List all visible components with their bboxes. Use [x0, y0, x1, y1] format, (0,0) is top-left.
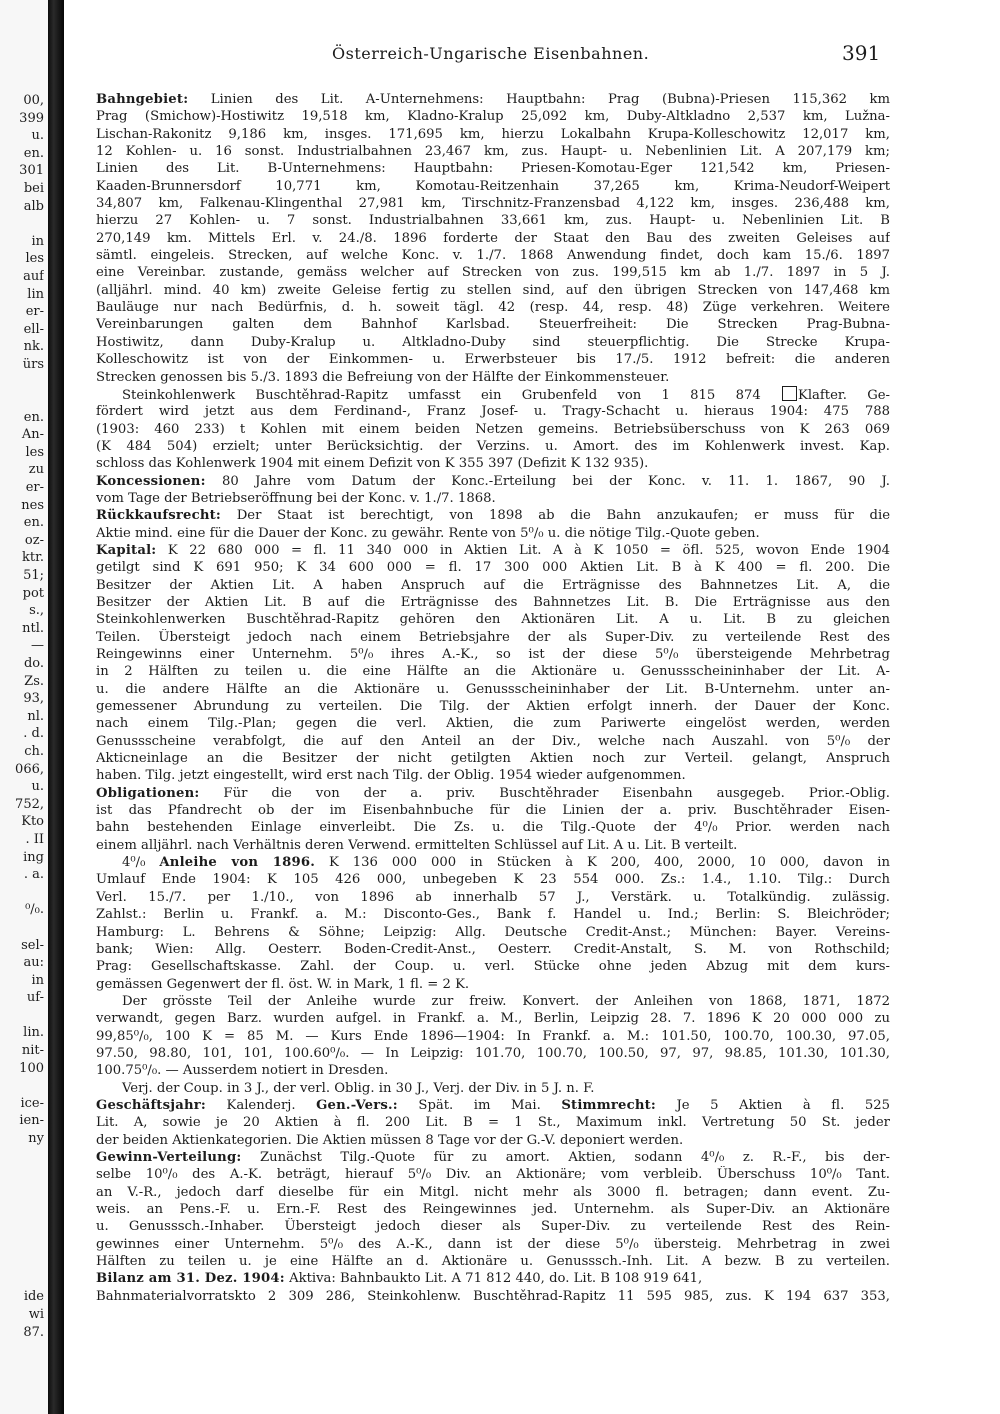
gutter-fragment: 752,: [15, 796, 44, 812]
text-line: [96, 941, 890, 958]
gutter-fragment: Kto: [21, 814, 44, 830]
gutter-fragment: ien-: [19, 1113, 44, 1129]
gutter-fragment: alb: [23, 198, 44, 214]
text-line: [96, 455, 890, 472]
gutter-fragment: lin.: [23, 1025, 44, 1041]
text-line: [96, 282, 890, 299]
text-run: Je 5 Aktien à fl. 525: [655, 1097, 890, 1113]
text-run: 34,807 km, Falkenau-Klingenthal 27,981 km, Tirschnitz-Franzensbad 4,122 km, insges. 236,488 km,: [96, 196, 890, 212]
text-line: [96, 490, 890, 507]
text-run: Bahnmaterialvorratskto 2 309 286, Steinkohlenw. Buschtěhrad-Rapitz 11 595 985, zus. K 194 637 353,: [96, 1288, 890, 1304]
text-line: [96, 212, 890, 229]
text-line: [96, 1270, 890, 1287]
text-line: [96, 837, 890, 854]
text-line: [96, 750, 890, 767]
gutter-fragment: u.: [31, 128, 44, 144]
gutter-fragment: au:: [23, 955, 44, 971]
gutter-fragment: . d.: [23, 726, 44, 742]
text-run: getilgt sind K 691 950; K 34 600 000 = fl. 17 300 000 Aktien Lit. B à K 400 = fl. 200. Die: [96, 560, 890, 576]
gutter-fragment: les: [25, 251, 44, 267]
text-line: [96, 559, 890, 576]
gutter-fragment: 87.: [23, 1324, 44, 1340]
text-line: [96, 733, 890, 750]
text-line: [96, 871, 890, 888]
text-line: [96, 819, 890, 836]
gutter-fragment: [0, 1148, 44, 1166]
gutter-fragment: [0, 1236, 44, 1254]
text-run: Der grösste Teil der Anleihe wurde zur freiw. Konvert. der Anleihen von 1868, 1871, 1872: [122, 993, 890, 1009]
gutter-fragment: [0, 215, 44, 233]
text-line: [96, 108, 890, 125]
text-line: [96, 611, 890, 628]
text-line: [96, 681, 890, 698]
text-line: [96, 542, 890, 559]
gutter-fragment: [0, 374, 44, 392]
article-body: [96, 91, 890, 1305]
gutter-fragment: en.: [23, 145, 44, 161]
text-run: sämtl. eingeleis. Strecken, auf welche Konc. v. 1./7. 1868 Anwendung findet, doch kam 15./6. 1897: [96, 248, 890, 264]
text-line: [96, 715, 890, 732]
text-run: Kolleschowitz ist von der Einkommen- u. Erwerbsteuer bis 17./5. 1912 befreit: die anderen: [96, 352, 890, 368]
section-heading: Bahngebiet:: [96, 92, 189, 107]
gutter-fragment: [0, 1218, 44, 1236]
text-run: 12 Kohlen- u. 16 sonst. Industrialbahnen 23,467 km, zus. Haupt- u. Nebenlinien Lit. A 207,179 km;: [96, 144, 890, 160]
gutter-fragment: do.: [23, 656, 44, 671]
gutter-fragment: [0, 1165, 44, 1183]
gutter-fragment: [0, 1183, 44, 1201]
text-line: [96, 629, 890, 646]
text-line: [96, 1114, 890, 1131]
text-line: [96, 577, 890, 594]
gutter-fragment: ch.: [24, 743, 44, 759]
text-run: (K 484 504) erzielt; unter Berücksichtig. der Verzins. u. Amort. des im Kohlenwerk invest. Kap.: [96, 438, 890, 454]
text-run: Prag (Smichow)-Hostiwitz 19,518 km, Kladno-Kralup 25,092 km, Duby-Altkladno 2,537 km, Lužna-: [96, 109, 890, 125]
text-line: [96, 993, 890, 1010]
text-run: haben. Tilg. jetzt eingestellt, wird erst nach Tilg. der Oblig. 1954 wieder aufgenommen.: [96, 768, 686, 784]
section-heading: Kapital:: [96, 542, 157, 558]
gutter-fragment: les: [25, 444, 44, 460]
text-line: [96, 473, 890, 490]
text-run: Verj. der Coup. in 3 J., der verl. Oblig. in 30 J., Verj. der Div. in 5 J. n. F.: [122, 1080, 595, 1096]
gutter-fragment: ⁰/₀.: [25, 902, 44, 918]
text-line: [96, 767, 890, 784]
text-line: [96, 178, 890, 195]
gutter-fragment: in: [31, 972, 44, 988]
text-run: in 2 Hälften zu teilen u. die eine Hälfte an die Aktionäre u. Genussscheininhaber der Lit. A-: [96, 664, 890, 680]
gutter-fragment: 100: [19, 1060, 44, 1076]
text-line: [96, 802, 890, 819]
text-line: [96, 976, 890, 993]
text-run: Besitzer der Aktien Lit. A haben Anspruch auf die Erträgnisse des Bahnnetzes Lit. A, die: [96, 577, 890, 593]
text-line: [96, 646, 890, 663]
text-line: [96, 1184, 890, 1201]
text-run: verwandt, gegen Barz. wurden aufgel. in Frankf. a. M., Berlin, Leipzig 28. 7. 1896 K 20 000 000 zu: [96, 1011, 890, 1027]
running-head: [64, 41, 1000, 68]
text-run: Aktiva: Bahnbaukto Lit. A 71 812 440, do. Lit. B 108 919 641,: [284, 1271, 703, 1287]
text-line: [96, 126, 890, 143]
text-line: [96, 1253, 890, 1270]
text-run: gemässen Gegenwert der fl. öst. W. in Mark, 1 fl. = 2 K.: [96, 976, 470, 992]
gutter-fragment: [0, 391, 44, 409]
text-run: Klafter. Ge-: [797, 387, 890, 403]
text-run: Kaaden-Brunnersdorf 10,771 km, Komotau-Reitzenhain 37,265 km, Krima-Neudorf-Weipert: [96, 178, 890, 194]
section-heading: Gewinn-Verteilung:: [96, 1149, 242, 1165]
text-run: nach einem Tilg.-Plan; gegen die verl. Aktien, die zum Pariwerte eingelöst werden, werden: [96, 716, 890, 732]
gutter-fragment: [0, 1007, 44, 1025]
text-run: 97.50, 98.80, 101, 101, 100.60⁰/₀. — In Leipzig: 101.70, 100.70, 100.50, 97, 97, 98.85, 101.30, 101.30,: [96, 1045, 890, 1061]
gutter-fragment: wi: [28, 1306, 44, 1322]
gutter-fragment: nit-: [21, 1043, 44, 1059]
text-line: [96, 195, 890, 212]
text-line: [96, 334, 890, 351]
text-line: [96, 351, 890, 368]
gutter-fragment: An-: [21, 427, 44, 443]
text-run: Linien des Lit. A-Unternehmens: Hauptbahn: Prag (Bubna)-Priesen 115,362 km: [188, 92, 890, 107]
gutter-fragment: 00,: [23, 93, 44, 108]
gutter-text-fragments: [0, 92, 44, 1341]
gutter-fragment: nk.: [23, 339, 44, 355]
section-heading: Gen.-Vers.:: [316, 1097, 398, 1113]
text-run: Der Staat ist berechtigt, von 1898 ab die Bahn anzukaufen; er muss für die: [221, 508, 890, 524]
text-line: [96, 1010, 890, 1027]
section-heading: Geschäftsjahr:: [96, 1097, 206, 1113]
gutter-fragment: 399: [19, 110, 44, 126]
text-line: [96, 507, 890, 524]
text-run: Hälften zu teilen u. je eine Hälfte an d. Aktionäre u. Genusssch.-Inh. Lit. A bezw. B zu verteilen.: [96, 1254, 890, 1270]
square-symbol-icon: [782, 386, 797, 401]
gutter-fragment: en.: [23, 409, 44, 425]
text-line: [96, 1166, 890, 1183]
gutter-fragment: . II: [25, 831, 44, 847]
text-run: Bauläuge nur nach Bedürfnis, d. h. soweit tägl. 42 (resp. 44, resp. 48) Züge verkehren. Weitere: [96, 300, 890, 316]
gutter-fragment: oz-: [24, 532, 44, 548]
gutter-fragment: s.,: [29, 603, 44, 619]
text-run: vom Tage der Betriebseröffnung bei der Konc. v. 1./7. 1868.: [96, 490, 496, 506]
gutter-fragment: —: [31, 638, 44, 654]
text-run: fördert wird jetzt aus dem Ferdinand-, Franz Josef- u. Tragy-Schacht u. hieraus 1904: 475 788: [96, 404, 890, 420]
text-line: [96, 698, 890, 715]
text-run: Steinkohlenwerk Buschtěhrad-Rapitz umfasst ein Grubenfeld von 1 815 874: [122, 387, 781, 403]
gutter-fragment: [0, 919, 44, 937]
text-run: (alljährl. mind. 40 km) zweite Geleise fertig zu stellen sind, auf den übrigen Strecken von 147,468 km: [96, 282, 890, 298]
text-run: Teilen. Übersteigt jedoch nach einem Betriebsjahre der als Super-Div. zu verteilende Rest des: [96, 629, 890, 645]
gutter-fragment: ktr.: [21, 550, 44, 566]
gutter-fragment: [0, 1077, 44, 1095]
gutter-fragment: ing: [23, 849, 44, 865]
text-run: 80 Jahre vom Datum der Konc.-Erteilung bei der Konc. v. 11. 1. 1867, 90 J.: [205, 473, 890, 489]
text-line: [96, 1062, 890, 1079]
text-run: an V.-R., jedoch darf dieselbe für ein Mitgl. nicht mehr als 3000 fl. betragen; dann event. Zu-: [96, 1184, 890, 1200]
gutter-fragment: uf-: [26, 990, 44, 1006]
text-run: Verl. 15./7. per 1./10., von 1896 ab innerhalb 57 J., Verstärk. u. Totalkündig. zulässig.: [96, 889, 890, 905]
text-run: Reingewinns einer Unternehm. 5⁰/₀ ihres A.-K., so ist der diese 5⁰/₀ übersteigende Mehrbetrag: [96, 647, 890, 662]
text-line: [96, 438, 890, 455]
text-line: [96, 369, 890, 386]
gutter-fragment: u.: [31, 779, 44, 795]
text-line: [96, 91, 890, 108]
text-line: [96, 663, 890, 680]
gutter-fragment: 51;: [23, 568, 44, 584]
gutter-fragment: 93,: [23, 691, 44, 707]
section-heading: Rückkaufsrecht:: [96, 508, 221, 524]
gutter-fragment: [0, 1200, 44, 1218]
text-line: [96, 594, 890, 611]
page-number: 391: [842, 41, 881, 65]
gutter-fragment: ny: [28, 1131, 44, 1147]
text-line: [96, 403, 890, 420]
section-heading: Anleihe von 1896.: [159, 855, 315, 871]
text-line: [96, 1288, 890, 1305]
gutter-fragment: [0, 1271, 44, 1289]
text-run: Umlauf Ende 1904: K 105 426 000, unbegeben K 23 554 000. Zs.: 1.4., 1.10. Tilg.: Durch: [96, 872, 890, 888]
book-page: [64, 0, 1000, 1414]
text-line: [96, 1097, 890, 1114]
section-heading: Stimmrecht:: [561, 1097, 656, 1113]
text-run: ist das Pfandrecht ob der im Eisenbahnbuche für die Linien der a. priv. Buschtěhrader Eisen-: [96, 803, 890, 819]
text-run: 4⁰/₀: [122, 855, 160, 871]
text-run: Aktie mind. eine für die Dauer der Konc. zu gewähr. Rente von 5⁰/₀ u. die nötige Tilg.-Quote geben.: [96, 525, 760, 541]
gutter-fragment: lin: [27, 286, 44, 302]
gutter-fragment: [0, 1253, 44, 1271]
text-line: [96, 230, 890, 247]
text-line: [96, 1028, 890, 1045]
text-run: Zahlst.: Berlin u. Frankf. a. M.: Disconto-Ges., Bank f. Handel u. Ind.; Berlin: S. Bleichröder;: [96, 907, 890, 923]
gutter-fragment: en.: [23, 515, 44, 531]
gutter-fragment: [0, 884, 44, 902]
text-run: (1903: 460 233) t Kohlen mit einem beiden Netzen gemeins. Betriebsüberschuss von K 263 069: [96, 421, 890, 437]
text-run: u. Genusssch.-Inhaber. Übersteigt jedoch dieser als Super-Div. zu verteilende Rest des Rein-: [96, 1219, 890, 1235]
text-line: [96, 906, 890, 923]
gutter-fragment: 301: [19, 163, 44, 179]
gutter-fragment: zu: [28, 462, 44, 478]
text-run: Lischan-Rakonitz 9,186 km, insges. 171,695 km, hierzu Lokalbahn Krupa-Kolleschowitz 12,017 km,: [96, 126, 890, 142]
text-run: Spät. im Mai.: [397, 1097, 562, 1113]
gutter-fragment: nl.: [27, 708, 44, 724]
text-run: Vereinbarungen galten dem Bahnhof Karlsbad. Steuerfreiheit: Die Strecken Prag-Bubna-: [96, 317, 890, 333]
text-run: 100.75⁰/₀. — Ausserdem notiert in Dresden.: [96, 1063, 389, 1079]
text-line: [96, 785, 890, 802]
text-line: [96, 1045, 890, 1062]
text-run: selbe 10⁰/₀ des A.-K. beträgt, hierauf 5⁰/₀ Div. an Aktionäre; vom verbleib. Überschuss 10⁰/₀ Tant.: [96, 1167, 890, 1183]
gutter-fragment: er-: [25, 480, 44, 496]
text-run: Strecken genossen bis 5./3. 1893 die Befreiung von der Hälfte der Einkommensteuer.: [96, 369, 670, 385]
text-line: [96, 421, 890, 438]
gutter-fragment: nes: [21, 497, 44, 513]
gutter-fragment: Zs.: [24, 673, 44, 689]
text-run: weis. an Pens.-F. u. Ern.-F. Rest des Reingewinnes jed. Unternehm. als Super-Div. an Aktionäre: [96, 1202, 890, 1217]
running-title: Österreich-Ungarische Eisenbahnen.: [332, 44, 650, 63]
gutter-fragment: sel-: [21, 937, 44, 953]
gutter-fragment: bei: [23, 180, 44, 196]
text-line: [96, 264, 890, 281]
text-run: Für die von der a. priv. Buschtěhrader Eisenbahn ausgegeb. Prior.-Oblig.: [199, 785, 890, 801]
text-line: [96, 854, 890, 871]
gutter-fragment: in: [31, 233, 44, 249]
text-run: Kalenderj.: [205, 1097, 317, 1113]
text-run: Zunächst Tilg.-Quote für zu amort. Aktien, sodann 4⁰/₀ z. R.-F., bis der-: [241, 1149, 890, 1165]
text-line: [96, 160, 890, 177]
text-run: 99,85⁰/₀, 100 K = 85 M. — Kurs Ende 1896—1904: In Frankf. a. M.: 101.50, 100.70, 100.30, 97.05,: [96, 1028, 890, 1044]
text-run: K 22 680 000 = fl. 11 340 000 in Aktien Lit. A à K 1050 = öfl. 525, wovon Ende 1904: [156, 542, 890, 558]
section-heading: Bilanz am 31. Dez. 1904:: [96, 1271, 285, 1287]
text-run: Prag: Gesellschaftskasse. Zahl. der Coup. u. verl. Stücke ohne jeden Abzug mit dem kurs-: [96, 959, 890, 975]
text-run: Genussscheine verabfolgt, die auf den Anteil an der Div., welche nach Auszahl. von 5⁰/₀ der: [96, 733, 890, 749]
text-line: [96, 299, 890, 316]
text-run: Lit. A, sowie je 20 Aktien à fl. 200 Lit. B = 1 St., Maximum inkl. Vertretung 50 St. jeder: [96, 1115, 890, 1131]
text-line: [96, 525, 890, 542]
text-line: [96, 1218, 890, 1235]
gutter-fragment: . a.: [23, 867, 44, 883]
gutter-fragment: ide: [23, 1289, 44, 1305]
text-line: [96, 316, 890, 333]
text-run: bahn bestehenden Einlage einverleibt. Die Zs. u. die Tilg.-Quote der 4⁰/₀ Prior. werden nach: [96, 820, 890, 836]
text-line: [96, 958, 890, 975]
book-spine-shadow: [48, 0, 64, 1414]
gutter-fragment: pot: [22, 585, 44, 601]
text-run: Hamburg: L. Behrens & Söhne; Leipzig: Allg. Deutsche Credit-Anst.; München: Bayer. Vereins-: [96, 924, 890, 940]
text-run: Akticneinlage an die Besitzer der nicht getilgten Aktien noch zur Verteil. gelangt, Anspruch: [96, 751, 890, 767]
text-run: eine Vereinbar. zustande, gemäss welcher auf Strecken von zus. 199,515 km ab 1./7. 1897 in 5 J.: [96, 265, 890, 281]
section-heading: Koncessionen:: [96, 473, 206, 489]
text-line: [96, 889, 890, 906]
text-run: schloss das Kohlenwerk 1904 mit einem Defizit von K 355 397 (Defizit K 132 935).: [96, 456, 649, 472]
gutter-fragment: ell-: [23, 321, 44, 337]
adjacent-page-gutter: [0, 0, 48, 1414]
text-line: [96, 1236, 890, 1253]
text-line: [96, 1080, 890, 1097]
text-run: Hostiwitz, dann Duby-Kralup u. Altkladno-Duby sind steuerpflichtig. Die Strecke Krupa-: [96, 334, 890, 350]
text-run: Steinkohlenwerken Buschtěhrad-Rapitz gehören den Aktionären Lit. A u. Lit. B zu gleichen: [96, 612, 890, 628]
text-run: hierzu 27 Kohlen- u. 7 sonst. Industrialbahnen 33,661 km, zus. Haupt- u. Nebenlinien Lit. B: [96, 213, 890, 229]
text-run: einem alljährl. nach Verhältnis deren Verwend. ermittelten Schlüssel auf Lit. A u. Lit. B verteilt.: [96, 837, 738, 853]
text-line: [96, 386, 890, 403]
gutter-fragment: ice-: [20, 1095, 44, 1111]
text-line: [96, 143, 890, 160]
text-line: [96, 247, 890, 264]
text-line: [96, 1132, 890, 1149]
text-run: 270,149 km. Mittels Erl. v. 24./8. 1896 forderte der Staat den Bau des zweiten Geleises auf: [96, 230, 890, 246]
gutter-fragment: er-: [25, 304, 44, 320]
text-run: gemessener Abrundung zu verteilen. Die Tilg. der Aktien erfolgt innerh. der Dauer der Konc.: [96, 699, 890, 715]
section-heading: Obligationen:: [96, 785, 200, 801]
text-run: der beiden Aktienkategorien. Die Aktien müssen 8 Tage vor der G.-V. deponiert werden.: [96, 1132, 684, 1148]
text-run: bank; Wien: Allg. Oesterr. Boden-Credit-Anst., Oesterr. Credit-Anstalt, S. M. von Rothschild;: [96, 941, 890, 957]
text-line: [96, 924, 890, 941]
text-line: [96, 1149, 890, 1166]
gutter-fragment: ürs: [22, 356, 44, 372]
text-run: gewinnes einer Unternehm. 5⁰/₀ des A.-K., dann ist der diese 5⁰/₀ übersteig. Mehrbetrag in zwei: [96, 1236, 890, 1252]
gutter-fragment: ntl.: [22, 620, 44, 636]
gutter-fragment: 066,: [15, 761, 44, 777]
text-run: Linien des Lit. B-Unternehmens: Hauptbahn: Priesen-Komotau-Eger 121,542 km, Priesen-: [96, 161, 890, 177]
text-run: u. die andere Hälfte an die Aktionäre u. Genussscheininhaber der Lit. B-Unternehm. unter an-: [96, 681, 890, 697]
text-run: Besitzer der Aktien Lit. B auf die Erträgnisse des Bahnnetzes Lit. B. Die Erträgnisse aus den: [96, 594, 890, 610]
text-run: K 136 000 000 in Stücken à K 200, 400, 2000, 10 000, davon in: [315, 855, 890, 871]
text-line: [96, 1201, 890, 1218]
gutter-fragment: auf: [23, 268, 44, 284]
